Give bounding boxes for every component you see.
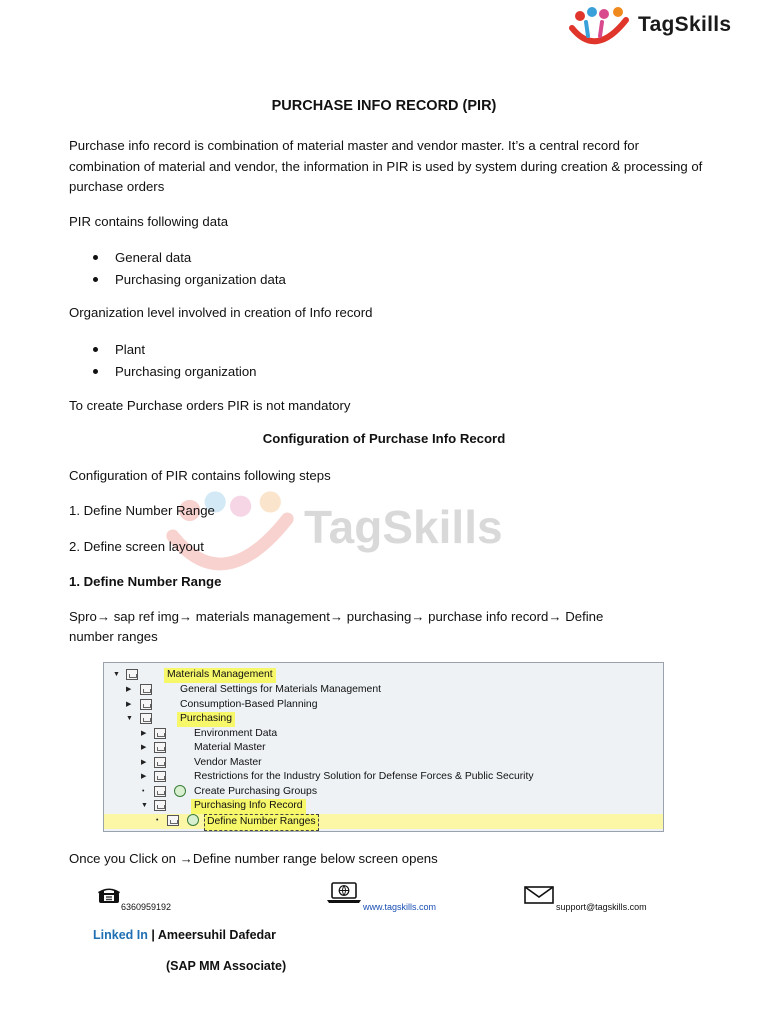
tagskills-logo-icon: [566, 6, 632, 52]
step-1: 1. Define Number Range: [69, 503, 215, 518]
tree-node-defense-restrictions[interactable]: ▶ Restrictions for the Industry Solution for Defense Forces & Public Security: [104, 770, 663, 785]
config-steps-label: Configuration of PIR contains following steps: [69, 468, 331, 483]
intro-paragraph: Purchase info record is combination of material master and vendor master. It’s a central record for combination of material and vendor, the information in PIR is used by system during creation & processing of purchase orders: [69, 138, 703, 194]
folder-icon: [154, 757, 166, 768]
watermark-text: TagSkills: [304, 501, 503, 553]
tree-node-environment-data[interactable]: ▶ Environment Data: [104, 727, 663, 742]
expanded-arrow-icon: ▼: [113, 671, 120, 678]
folder-icon: [140, 699, 152, 710]
leaf-bullet-icon: •: [156, 817, 159, 824]
list-item: Purchasing organization data: [69, 269, 286, 291]
sap-img-tree: [103, 662, 664, 832]
tree-node-purchasing-info-record[interactable]: ▼ Purchasing Info Record: [104, 799, 663, 814]
tree-node-define-number-ranges[interactable]: • Define Number Ranges: [104, 814, 663, 829]
expanded-arrow-icon: ▼: [141, 802, 148, 809]
folder-icon: [154, 771, 166, 782]
laptop-globe-icon: [326, 882, 362, 904]
collapsed-arrow-icon: ▶: [141, 759, 147, 766]
org-level-label: Organization level involved in creation of Info record: [69, 305, 373, 320]
tree-node-general-settings[interactable]: ▶ General Settings for Materials Management: [104, 683, 663, 698]
execute-clock-icon[interactable]: [174, 785, 186, 797]
tree-node-create-purchasing-groups[interactable]: • Create Purchasing Groups: [104, 785, 663, 800]
step-2: 2. Define screen layout: [69, 539, 204, 554]
folder-icon: [167, 815, 179, 826]
folder-icon: [154, 742, 166, 753]
folder-icon: [140, 713, 152, 724]
folder-icon: [154, 786, 166, 797]
tree-node-vendor-master[interactable]: ▶ Vendor Master: [104, 756, 663, 771]
org-level-list: [69, 339, 257, 382]
phone-icon: [97, 886, 121, 904]
folder-icon: [140, 684, 152, 695]
step-1-heading: 1. Define Number Range: [69, 574, 222, 589]
list-item: Purchasing organization: [69, 361, 257, 383]
not-mandatory-note: To create Purchase orders PIR is not mandatory: [69, 398, 351, 413]
collapsed-arrow-icon: ▶: [126, 686, 132, 693]
linkedin-link[interactable]: Linked In: [93, 928, 148, 942]
navigation-path-line-1: Spro→ sap ref img→ materials management→ purchasing→ purchase info record→ Define: [69, 609, 604, 624]
pir-contains-list: [69, 247, 286, 290]
list-item: Plant: [69, 339, 257, 361]
folder-icon: [154, 800, 166, 811]
brand-logo: [566, 6, 762, 52]
tree-node-consumption-based-planning[interactable]: ▶ Consumption-Based Planning: [104, 698, 663, 713]
separator: |: [151, 928, 155, 942]
envelope-icon: [524, 886, 554, 904]
author-role: (SAP MM Associate): [166, 959, 287, 973]
folder-icon: [154, 728, 166, 739]
email-address[interactable]: support@tagskills.com: [556, 902, 647, 912]
collapsed-arrow-icon: ▶: [141, 773, 147, 780]
collapsed-arrow-icon: ▶: [141, 730, 147, 737]
navigation-path-line-2: number ranges: [69, 629, 158, 644]
pir-contains-label: PIR contains following data: [69, 214, 229, 229]
list-item: General data: [69, 247, 286, 269]
tree-node-materials-management[interactable]: ▼ Materials Management: [104, 668, 663, 683]
brand-name: TagSkills: [638, 13, 732, 36]
leaf-bullet-icon: •: [142, 788, 145, 795]
expanded-arrow-icon: ▼: [126, 715, 133, 722]
collapsed-arrow-icon: ▶: [126, 701, 132, 708]
tree-node-material-master[interactable]: ▶ Material Master: [104, 741, 663, 756]
execute-clock-icon[interactable]: [187, 814, 199, 826]
author-line: [93, 928, 276, 942]
collapsed-arrow-icon: ▶: [141, 744, 147, 751]
after-screenshot-text: Once you Click on →Define number range below screen opens: [69, 851, 438, 866]
website-link[interactable]: www.tagskills.com: [363, 902, 437, 912]
folder-icon: [126, 669, 138, 680]
phone-number: 6360959192: [121, 902, 172, 912]
tree-node-purchasing[interactable]: ▼ Purchasing: [104, 712, 663, 727]
author-name: Ameersuhil Dafedar: [157, 928, 276, 942]
config-heading: Configuration of Purchase Info Record: [262, 431, 506, 446]
page-title: PURCHASE INFO RECORD (PIR): [271, 98, 497, 114]
